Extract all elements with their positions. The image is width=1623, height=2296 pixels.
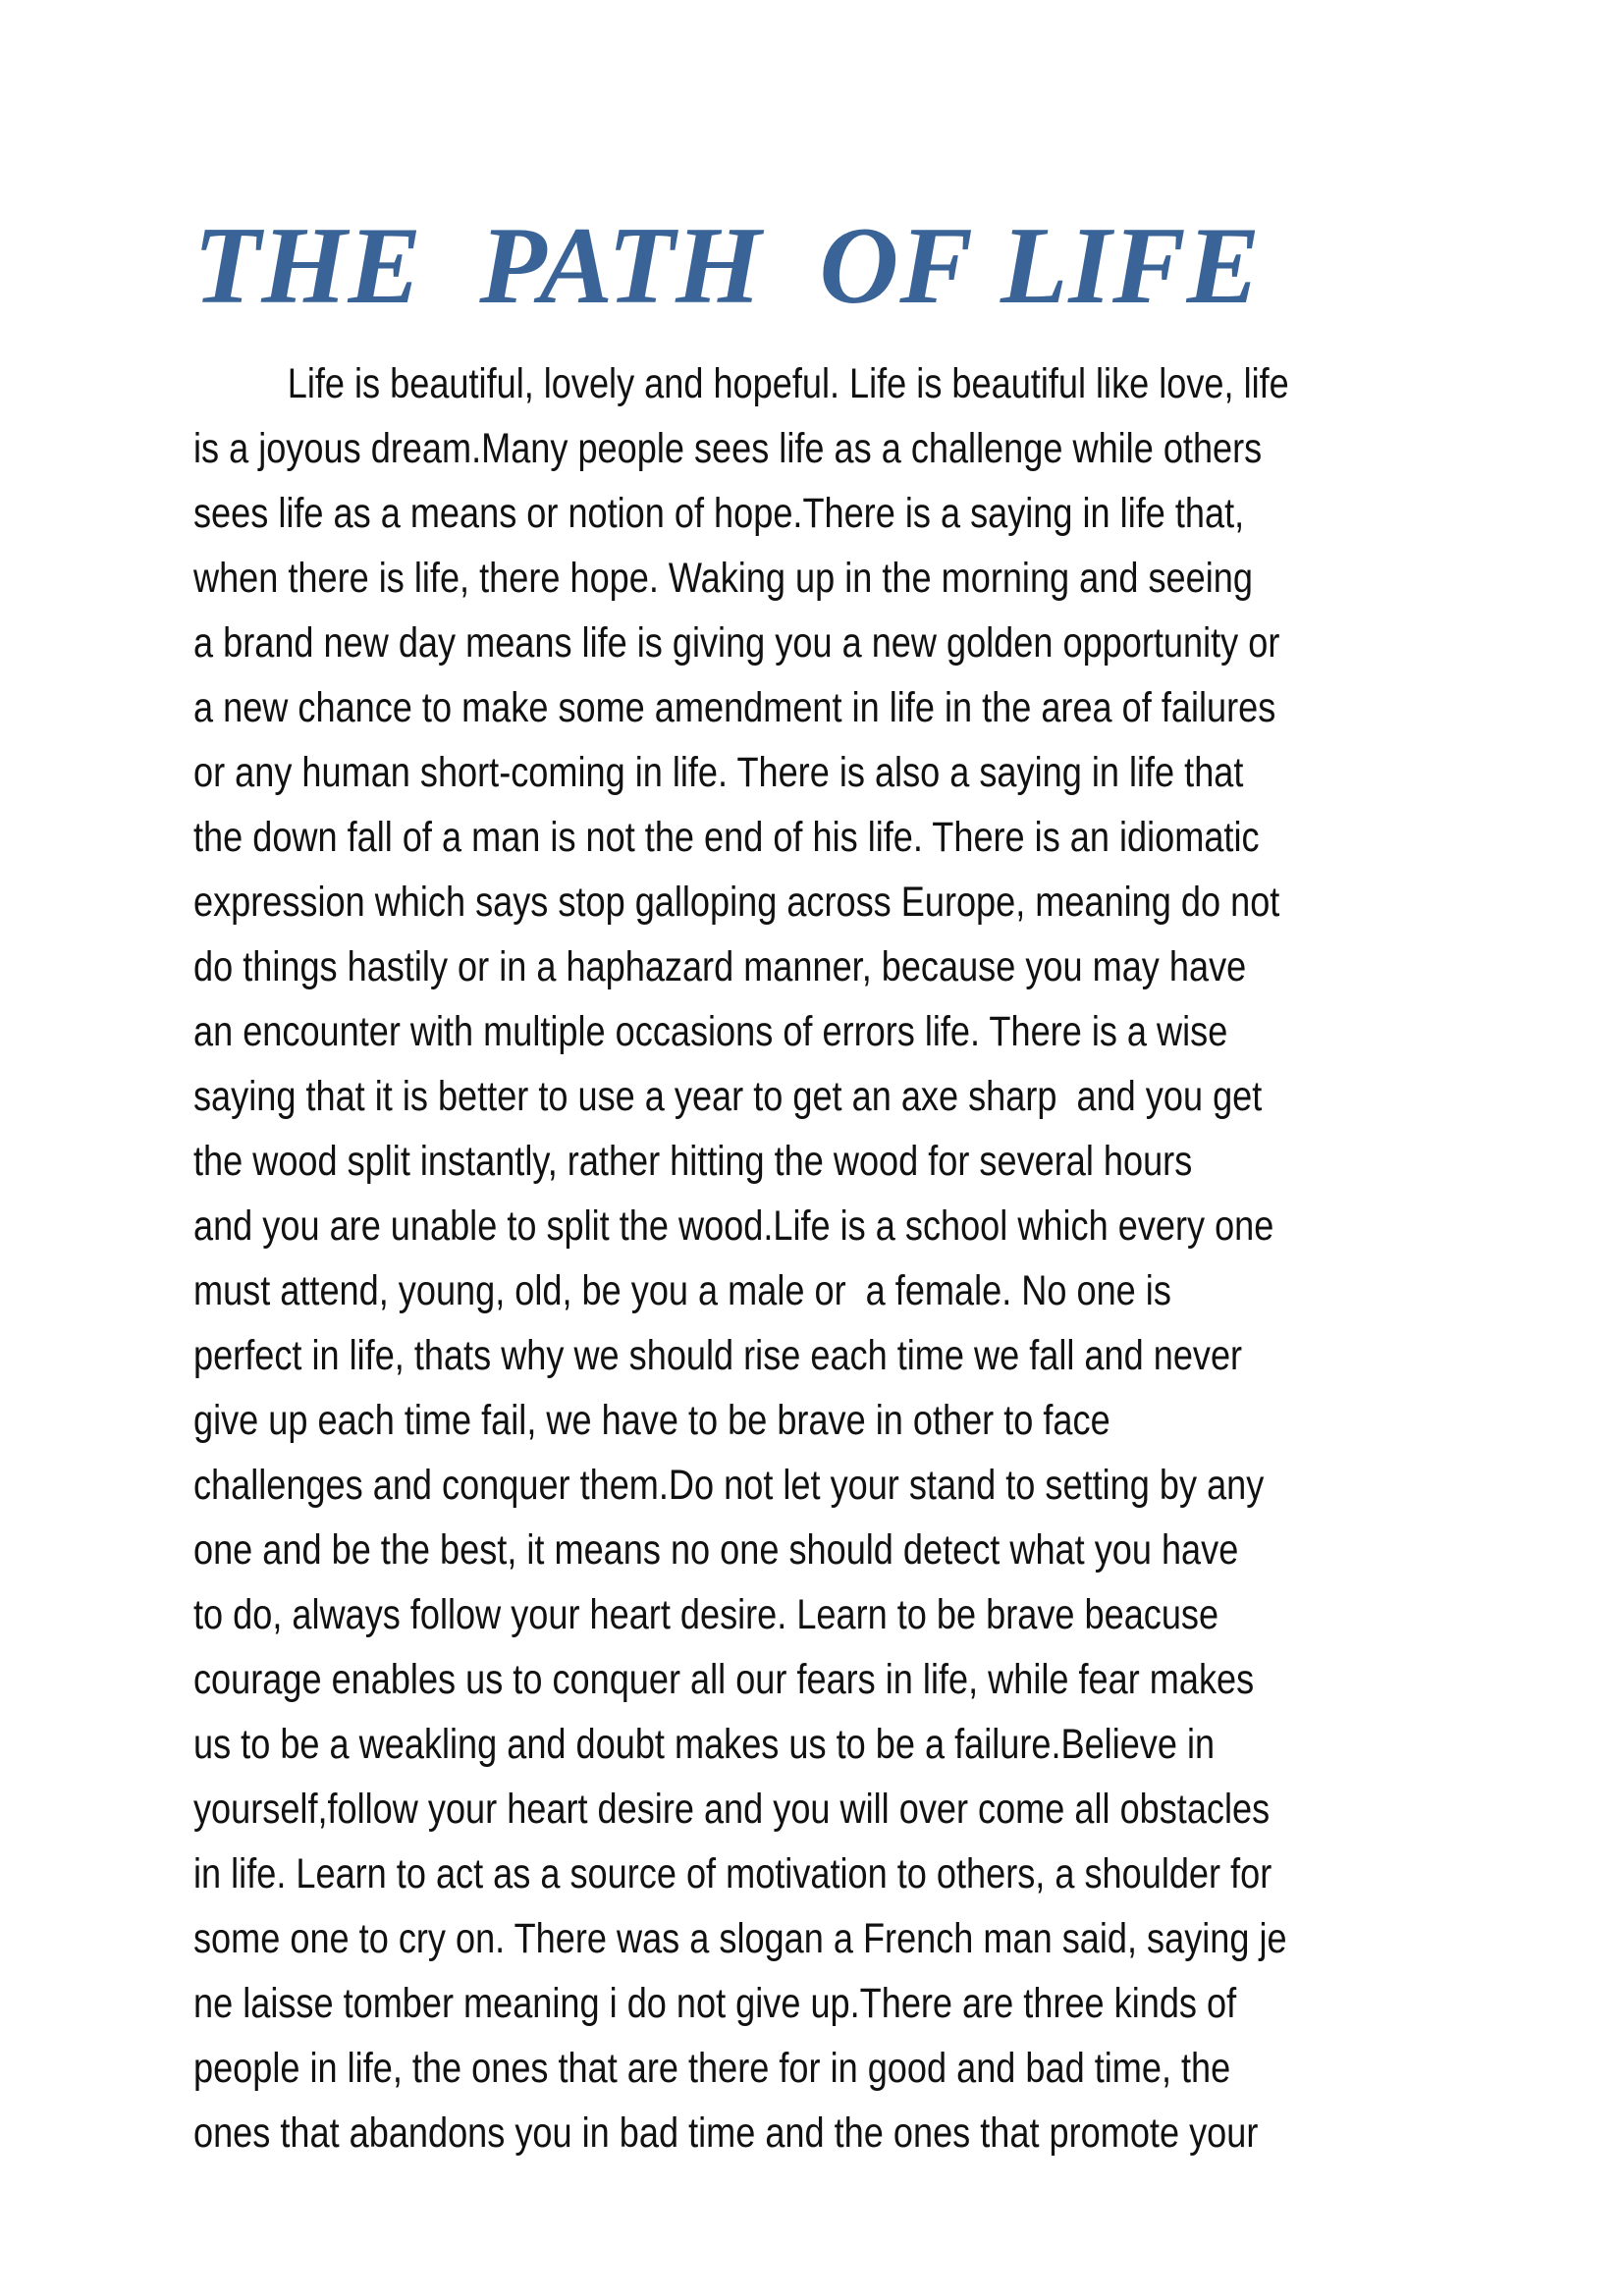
paragraph-line: us to be a weakling and doubt makes us to be a failure.Believe in [193, 1721, 1216, 1768]
paragraph-line: an encounter with multiple occasions of errors life. There is a wise [193, 1008, 1228, 1055]
paragraph-line: the wood split instantly, rather hitting the wood for several hours [193, 1138, 1193, 1185]
paragraph-line: to do, always follow your heart desire. Learn to be brave beacuse [193, 1591, 1219, 1638]
paragraph-line: in life. Learn to act as a source of motivation to others, a shoulder for [193, 1850, 1272, 1897]
paragraph-line: a brand new day means life is giving you a new golden opportunity or [193, 619, 1280, 667]
paragraph-line: sees life as a means or notion of hope.There is a saying in life that, [193, 490, 1245, 537]
paragraph-line: do things hastily or in a haphazard manner, because you may have [193, 943, 1247, 990]
paragraph-line: one and be the best, it means no one should detect what you have [193, 1526, 1239, 1574]
paragraph-line: when there is life, there hope. Waking up in the morning and seeing [193, 555, 1253, 602]
paragraph-line: must attend, young, old, be you a male or a female. No one is [193, 1267, 1171, 1314]
paragraph-line: Life is beautiful, lovely and hopeful. Life is beautiful like love, life [287, 360, 1289, 407]
paragraph-line: expression which says stop galloping across Europe, meaning do not [193, 879, 1280, 926]
paragraph-line: ones that abandons you in bad time and the ones that promote your [193, 2109, 1259, 2157]
paragraph-line: is a joyous dream.Many people sees life as a challenge while others [193, 425, 1263, 472]
paragraph-line: ne laisse tomber meaning i do not give up.There are three kinds of [193, 1980, 1237, 2027]
paragraph-line: perfect in life, thats why we should rise each time we fall and never [193, 1332, 1243, 1379]
paragraph-line: yourself,follow your heart desire and you will over come all obstacles [193, 1786, 1271, 1833]
document-title: THE PATH OF LIFE [193, 205, 1262, 327]
paragraph [193, 351, 1394, 2165]
paragraph-line: a new chance to make some amendment in life in the area of failures [193, 684, 1276, 731]
paragraph-line: or any human short-coming in life. There is also a saying in life that [193, 749, 1244, 796]
paragraph-line: challenges and conquer them.Do not let your stand to setting by any [193, 1462, 1265, 1509]
paragraph-line: the down fall of a man is not the end of his life. There is an idiomatic [193, 814, 1260, 861]
paragraph-line: saying that it is better to use a year to get an axe sharp and you get [193, 1073, 1263, 1120]
paragraph-line: some one to cry on. There was a slogan a French man said, saying je [193, 1915, 1287, 1962]
paragraph-line: and you are unable to split the wood.Life is a school which every one [193, 1202, 1274, 1250]
paragraph-line: give up each time fail, we have to be brave in other to face [193, 1397, 1110, 1444]
paragraph-line: people in life, the ones that are there for in good and bad time, the [193, 2045, 1231, 2092]
paragraph-line: courage enables us to conquer all our fears in life, while fear makes [193, 1656, 1255, 1703]
